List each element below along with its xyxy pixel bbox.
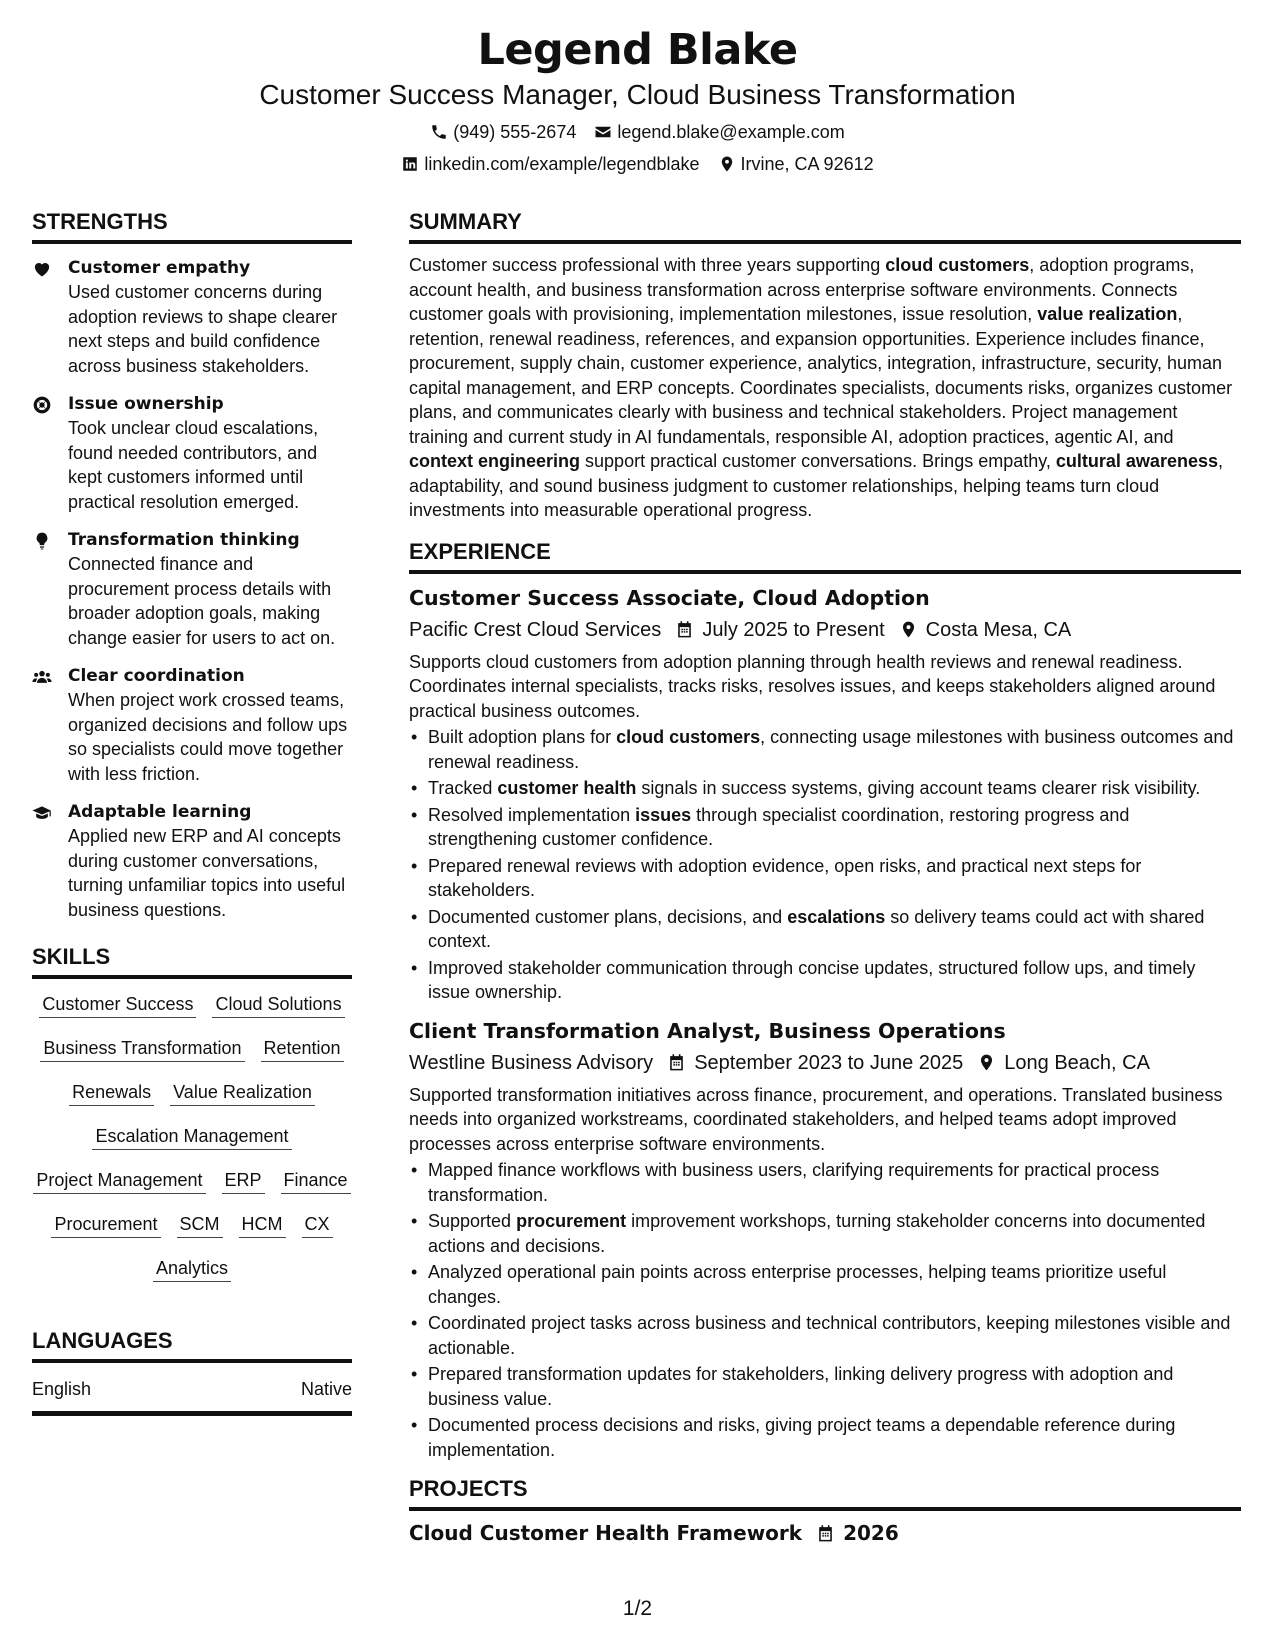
bullet-item: [409, 905, 1241, 954]
users-icon: [32, 667, 52, 687]
skill-tag: CX: [302, 1212, 333, 1238]
text-run: Prepared transformation updates for stakeholders, linking delivery progress with adoption and business value.: [428, 1364, 1174, 1409]
strength-item: [32, 664, 352, 786]
skill-tag: Project Management: [33, 1168, 205, 1194]
company-name: Pacific Crest Cloud Services: [409, 618, 662, 641]
text-run: , adoption programs, account health, and business transformation across enterprise software environments. Connects customer goals with provisioning, implementation milestones, issue resolution,: [409, 255, 1195, 324]
contact-linkedin[interactable]: [401, 152, 699, 176]
strengths-list: [32, 256, 352, 922]
linkedin-text: linkedin.com/example/legendblake: [424, 154, 700, 174]
job-title: Customer Success Associate, Cloud Adoption: [409, 585, 930, 610]
project-date: [816, 1521, 899, 1545]
strength-title: Transformation thinking: [68, 530, 300, 550]
company-name: Westline Business Advisory: [409, 1051, 654, 1074]
resume-header: [0, 22, 1275, 176]
strength-title: Issue ownership: [68, 394, 224, 414]
text-run: Customer success professional with three years supporting: [409, 255, 886, 275]
location-text: Long Beach, CA: [1004, 1051, 1150, 1074]
candidate-name: Legend Blake: [477, 25, 798, 75]
job-location: [977, 1049, 1150, 1077]
candidate-headline: Customer Success Manager, Cloud Business Transformation: [259, 79, 1016, 110]
text-run: Documented process decisions and risks, giving project teams a dependable reference during implementation.: [428, 1415, 1176, 1460]
skill-tag: Cloud Solutions: [212, 992, 344, 1018]
text-run: Supported: [428, 1211, 517, 1231]
bullet-item: [409, 956, 1241, 1005]
bullet-item: [409, 1362, 1241, 1411]
skills-list: [32, 992, 352, 1282]
bold-phrase: procurement: [516, 1211, 627, 1231]
text-run: Resolved implementation: [428, 804, 636, 825]
job-entry: [409, 1017, 1241, 1463]
strengths-heading: STRENGTHS: [32, 209, 352, 244]
job-title: Client Transformation Analyst, Business Operations: [409, 1018, 1006, 1043]
strength-desc: Connected finance and procurement process details with broader adoption goals, making change easier for users to act on.: [68, 554, 336, 648]
bullet-item: [409, 854, 1241, 903]
text-run: improvement workshops, turning stakeholder concerns into documented actions and decisions.: [428, 1211, 1206, 1256]
skills-heading: SKILLS: [32, 944, 352, 979]
text-run: , connecting usage milestones with business outcomes and renewal readiness.: [428, 727, 1234, 772]
text-run: support practical customer conversations. Brings empathy,: [580, 451, 1056, 471]
strength-title: Customer empathy: [68, 258, 251, 278]
text-run: so delivery teams could act with shared context.: [428, 906, 1205, 951]
text-run: signals in success systems, giving account teams clearer risk visibility.: [636, 778, 1201, 798]
text-run: Mapped finance workflows with business users, clarifying requirements for practical process transformation.: [428, 1160, 1160, 1205]
skill-tag: Customer Success: [39, 992, 196, 1018]
right-column: [409, 209, 1241, 1547]
job-dates: [667, 1049, 963, 1077]
bold-phrase: issues: [635, 804, 692, 825]
text-run: Tracked: [428, 778, 498, 798]
bold-phrase: value realization: [1037, 304, 1178, 324]
job-dates: [675, 616, 884, 644]
experience-heading: EXPERIENCE: [409, 539, 1241, 574]
dates-text: September 2023 to June 2025: [694, 1051, 964, 1074]
contact-email[interactable]: [594, 120, 844, 144]
skill-tag: Business Transformation: [40, 1036, 244, 1062]
job-meta: [409, 616, 1241, 644]
job-description: Supported transformation initiatives across finance, procurement, and operations. Translated business needs into organized workstreams, coordinated stakeholders, and helped teams adopt improved processes across enterprise software environments.: [409, 1084, 1223, 1154]
bullet-item: [409, 1260, 1241, 1309]
map-pin-icon: [899, 620, 918, 639]
job-bullets: [409, 1158, 1241, 1462]
page-number: 1/2: [622, 1597, 653, 1620]
bold-phrase: escalations: [787, 906, 886, 927]
bullet-item: [409, 1413, 1241, 1462]
lightbulb-icon: [32, 531, 52, 551]
strength-item: [32, 800, 352, 922]
skill-tag: ERP: [222, 1168, 265, 1194]
job-company: [409, 1049, 653, 1077]
language-name: English: [32, 1379, 92, 1399]
map-pin-icon: [977, 1053, 996, 1072]
bold-phrase: context engineering: [409, 451, 581, 471]
bullet-item: [409, 776, 1241, 801]
envelope-icon: [594, 123, 612, 141]
life-ring-icon: [32, 395, 52, 415]
bullet-item: [409, 1311, 1241, 1360]
text-run: Improved stakeholder communication through concise updates, structured follow ups, and timely issue ownership.: [428, 957, 1196, 1002]
summary-heading: SUMMARY: [409, 209, 1241, 244]
calendar-icon: [675, 620, 694, 639]
skill-tag: Renewals: [69, 1080, 154, 1106]
project-entry: [409, 1519, 1241, 1547]
text-run: Prepared renewal reviews with adoption evidence, open risks, and practical next steps for stakeholders.: [428, 855, 1142, 900]
job-bullets: [409, 725, 1241, 1005]
text-run: through specialist coordination, restoring progress and strengthening customer confidence.: [428, 804, 1130, 849]
contact-row-1: [0, 120, 1275, 144]
strength-desc: When project work crossed teams, organized decisions and follow ups so specialists could move together with less friction.: [68, 690, 348, 784]
strength-item: [32, 392, 352, 514]
map-pin-icon: [718, 155, 736, 173]
linkedin-icon: [401, 155, 419, 173]
text-run: , retention, renewal readiness, references, and expansion opportunities. Experience includes finance, procurement, supply chain, customer experience, analytics, integration, infrastructure, security, human capital management, and ERP concepts. Coordinates specialists, documents risks, organizes customer plans, and communicates clearly with business and technical stakeholders. Project management training and current study in AI fundamentals, responsible AI, adoption practices, agentic AI, and: [409, 304, 1233, 447]
job-meta: [409, 1049, 1241, 1077]
languages-heading: LANGUAGES: [32, 1328, 352, 1363]
email-text: legend.blake@example.com: [617, 122, 845, 142]
text-run: Analyzed operational pain points across enterprise processes, helping teams prioritize useful changes.: [428, 1262, 1167, 1307]
strength-desc: Applied new ERP and AI concepts during customer conversations, turning unfamiliar topics into useful business questions.: [68, 826, 346, 920]
dates-text: July 2025 to Present: [702, 618, 885, 641]
text-run: , adaptability, and sound business judgment to customer relationships, helping teams turn cloud investments into measurable operational progress.: [409, 451, 1224, 520]
location-text: Irvine, CA 92612: [740, 154, 874, 174]
strength-title: Clear coordination: [68, 666, 245, 686]
summary-text: [409, 253, 1241, 523]
strength-item: [32, 256, 352, 378]
location-text: Costa Mesa, CA: [925, 618, 1072, 641]
strength-desc: Used customer concerns during adoption reviews to shape clearer next steps and build confidence across business stakeholders.: [68, 282, 338, 376]
bold-phrase: customer health: [497, 778, 637, 798]
calendar-icon: [816, 1524, 835, 1543]
language-level: Native: [300, 1379, 352, 1399]
heart-icon: [32, 259, 52, 279]
language-row: [32, 1377, 352, 1416]
text-run: Documented customer plans, decisions, and: [428, 906, 788, 927]
bullet-item: [409, 1158, 1241, 1207]
job-location: [899, 616, 1072, 644]
skill-tag: Escalation Management: [92, 1124, 291, 1150]
calendar-icon: [667, 1053, 686, 1072]
skill-tag: Value Realization: [170, 1080, 315, 1106]
skill-tag: HCM: [239, 1212, 286, 1238]
phone-icon: [430, 123, 448, 141]
text-run: Coordinated project tasks across business and technical contributors, keeping milestones visible and actionable.: [428, 1313, 1231, 1358]
bold-phrase: cloud customers: [616, 727, 761, 747]
strength-desc: Took unclear cloud escalations, found needed contributors, and kept customers informed until practical resolution emerged.: [68, 418, 319, 512]
contact-phone[interactable]: [430, 120, 576, 144]
skill-tag: Procurement: [51, 1212, 160, 1238]
left-column: [32, 209, 352, 1416]
graduation-cap-icon: [32, 803, 52, 823]
bullet-item: [409, 803, 1241, 852]
bullet-item: [409, 1209, 1241, 1258]
bold-phrase: cloud customers: [885, 255, 1030, 275]
contact-location: [718, 152, 874, 176]
project-name: Cloud Customer Health Framework: [409, 1521, 803, 1545]
job-company: [409, 616, 661, 644]
strength-title: Adaptable learning: [68, 802, 252, 822]
skill-tag: Retention: [261, 1036, 344, 1062]
skill-tag: SCM: [177, 1212, 223, 1238]
skill-tag: Finance: [281, 1168, 351, 1194]
job-entry: [409, 584, 1241, 1005]
project-date-text: 2026: [843, 1521, 899, 1545]
contact-row-2: [0, 152, 1275, 176]
skill-tag: Analytics: [153, 1256, 231, 1282]
text-run: Built adoption plans for: [428, 727, 617, 747]
bold-phrase: cultural awareness: [1055, 451, 1218, 471]
job-description: Supports cloud customers from adoption planning through health reviews and renewal readiness. Coordinates internal specialists, tracks risks, resolves issues, and keeps stakeholders aligned around practical business outcomes.: [409, 651, 1216, 721]
projects-heading: PROJECTS: [409, 1476, 1241, 1511]
bullet-item: [409, 725, 1241, 774]
strength-item: [32, 528, 352, 650]
phone-text: (949) 555-2674: [453, 122, 577, 142]
